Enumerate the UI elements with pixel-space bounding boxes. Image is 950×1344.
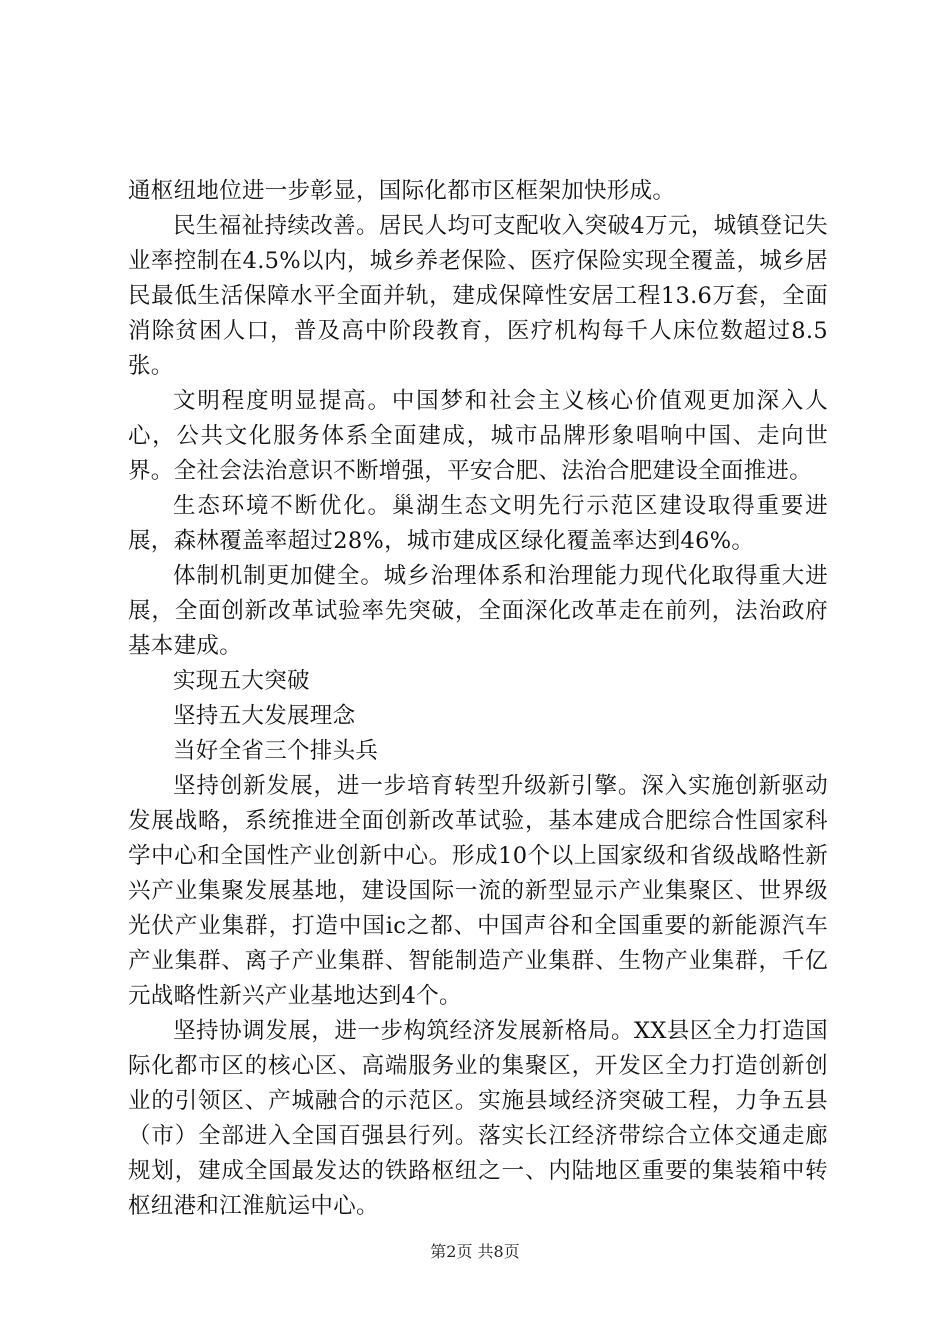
paragraph-institutions: 体制机制更加健全。城乡治理体系和治理能力现代化取得重大进展，全面创新改革试验率先突破，全面深化改革走在前列，法治政府基本建成。 (128, 563, 828, 659)
paragraph-innovation: 坚持创新发展，进一步培育转型升级新引擎。深入实施创新驱动发展战略，系统推进全面创新改革试验，基本建成合肥综合性国家科学中心和全国性产业创新中心。形成10个以上国家级和省级战略性新兴产业集聚发展基地，建设国际一流的新型显示产业集聚区、世界级光伏产业集群，打造中国ic之都、中国声谷和全国重要的新能源汽车产业集群、离子产业集群、智能制造产业集群、生物产业集群，千亿元战略性新兴产业基地达到4个。 (128, 773, 828, 1009)
paragraph-livelihood: 民生福祉持续改善。居民人均可支配收入突破4万元，城镇登记失业率控制在4.5%以内，城乡养老保险、医疗保险实现全覆盖，城乡居民最低生活保障水平全面并轨，建成保障性安居工程13.6万套，全面消除贫困人口，普及高中阶段教育，医疗机构每千人床位数超过8.5张。 (128, 213, 828, 379)
paragraph-continuation: 通枢纽地位进一步彰显，国际化都市区框架加快形成。 (128, 178, 676, 204)
heading-five-breakthroughs: 实现五大突破 (173, 668, 310, 694)
paragraph-coordination: 坚持协调发展，进一步构筑经济发展新格局。XX县区全力打造国际化都市区的核心区、高端服务业的集聚区，开发区全力打造创新创业的引领区、产城融合的示范区。实施县域经济突破工程，力争五县（市）全部进入全国百强县行列。落实长江经济带综合立体交通走廊规划，建成全国最发达的铁路枢纽之一、内陆地区重要的集装箱中转枢纽港和江淮航运中心。 (128, 1018, 828, 1219)
heading-three-leaders: 当好全省三个排头兵 (173, 738, 379, 764)
document-body (128, 174, 828, 1224)
paragraph-ecology: 生态环境不断优化。巢湖生态文明先行示范区建设取得重要进展，森林覆盖率超过28%，城市建成区绿化覆盖率达到46%。 (128, 493, 828, 554)
page-number-footer: 第2页 共8页 (430, 1242, 520, 1261)
paragraph-civilization: 文明程度明显提高。中国梦和社会主义核心价值观更加深入人心，公共文化服务体系全面建成，城市品牌形象唱响中国、走向世界。全社会法治意识不断增强，平安合肥、法治合肥建设全面推进。 (128, 388, 828, 484)
heading-five-concepts: 坚持五大发展理念 (173, 703, 356, 729)
